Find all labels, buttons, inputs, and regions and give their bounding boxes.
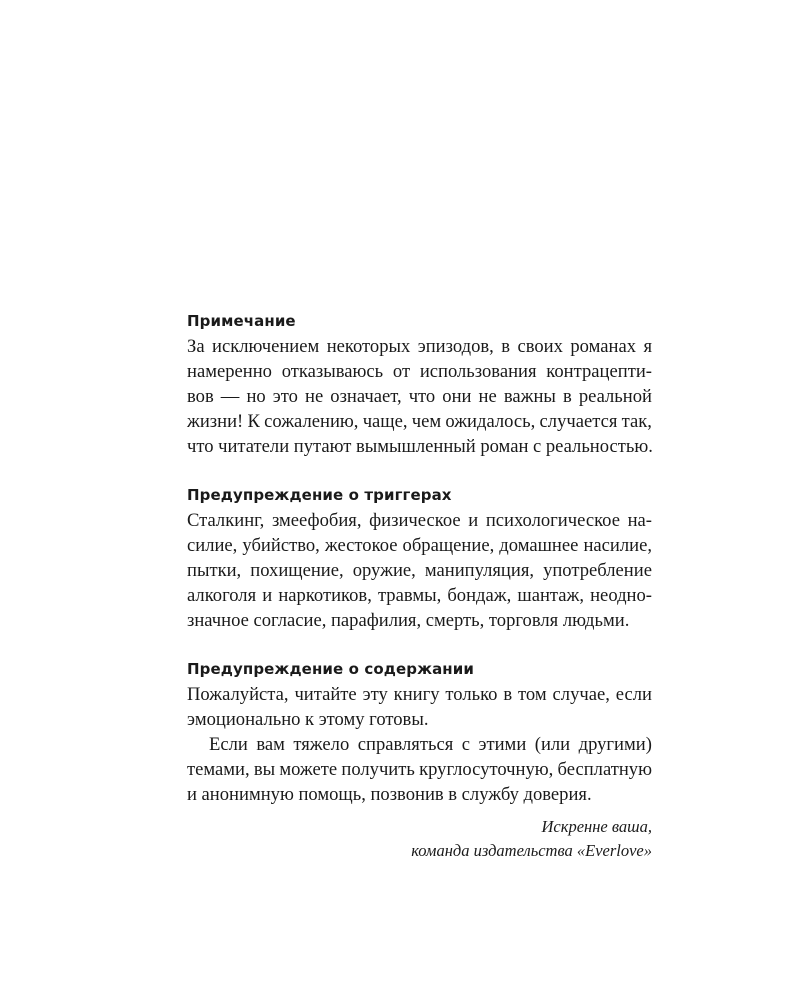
text-line: значное согласие, парафилия, смерть, торговля людьми. <box>187 610 630 631</box>
signature-line-1: Искренне ваша, <box>541 817 652 836</box>
text-line: Пожалуйста, читайте эту книгу только в том случае, если <box>187 684 652 705</box>
text-line: жизни! К сожалению, чаще, чем ожидалось, случается так, <box>187 411 652 432</box>
trigger-warning-section <box>187 483 652 633</box>
text-line: Сталкинг, змеефобия, физическое и психологическое на- <box>187 510 652 531</box>
text-line: и анонимную помощь, позвонив в службу доверия. <box>187 784 592 805</box>
text-line: пытки, похищение, оружие, манипуляция, употребление <box>187 560 652 581</box>
text-line: Если вам тяжело справляться с этими (или другими) <box>209 734 652 755</box>
signature <box>187 815 652 863</box>
text-line: вов — но это не означает, что они не важны в реальной <box>187 386 652 407</box>
text-line: силие, убийство, жестокое обращение, домашнее насилие, <box>187 535 652 556</box>
content-warning-section <box>187 657 652 807</box>
section-heading: Примечание <box>187 312 296 330</box>
note-section <box>187 309 652 459</box>
text-line: За исключением некоторых эпизодов, в своих романах я <box>187 336 652 357</box>
section-heading: Предупреждение о содержании <box>187 660 474 678</box>
signature-line-2: команда издательства «Everlove» <box>411 841 652 860</box>
text-line: алкоголя и наркотиков, травмы, бондаж, шантаж, неодно- <box>187 585 652 606</box>
text-line: что читатели путают вымышленный роман с реальностью. <box>187 436 653 457</box>
text-line: эмоционально к этому готовы. <box>187 709 429 730</box>
text-line: намеренно отказываюсь от использования контрацепти- <box>187 361 652 382</box>
section-heading: Предупреждение о триггерах <box>187 486 452 504</box>
page-content <box>187 309 652 863</box>
text-line: темами, вы можете получить круглосуточную, бесплатную <box>187 759 652 780</box>
